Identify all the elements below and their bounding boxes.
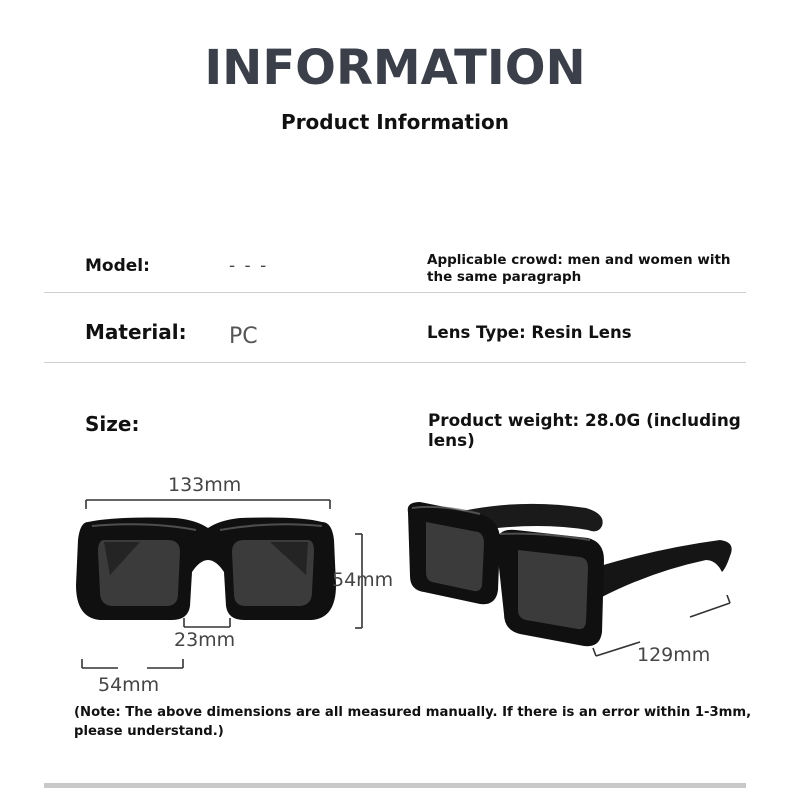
total-width-dimension-line — [86, 500, 330, 509]
lens-width-dimension-line — [82, 659, 183, 668]
applicable-crowd-label: Applicable crowd: men and women with — [427, 252, 731, 268]
lens-width-label: 54mm — [98, 674, 160, 696]
lens-type: Lens Type: Resin Lens — [427, 323, 632, 342]
page-title: INFORMATION — [204, 40, 586, 96]
side-frame — [408, 502, 732, 646]
size-label: Size: — [85, 412, 140, 436]
model-label: Model: — [85, 256, 150, 276]
temple-length-label: 129mm — [637, 644, 711, 666]
measurement-note — [74, 703, 764, 741]
bridge-dimension-line — [184, 618, 230, 627]
note-line-1: (Note: The above dimensions are all measured manually. If there is an error within 1-3mm, — [74, 705, 752, 720]
model-value: - - - — [229, 256, 269, 276]
page-subtitle: Product Information — [281, 110, 509, 134]
lens-height-label: 54mm — [332, 569, 394, 591]
note-line-2: please understand.) — [74, 724, 224, 739]
bottom-divider — [44, 783, 746, 788]
total-width-label: 133mm — [168, 474, 242, 496]
front-frame — [76, 518, 336, 621]
applicable-crowd-label-line2: the same paragraph — [427, 269, 582, 285]
product-weight: Product weight: 28.0G (including lens) — [428, 410, 741, 450]
material-value: PC — [229, 324, 258, 349]
bridge-width-label: 23mm — [174, 629, 236, 651]
material-label: Material: — [85, 320, 187, 344]
